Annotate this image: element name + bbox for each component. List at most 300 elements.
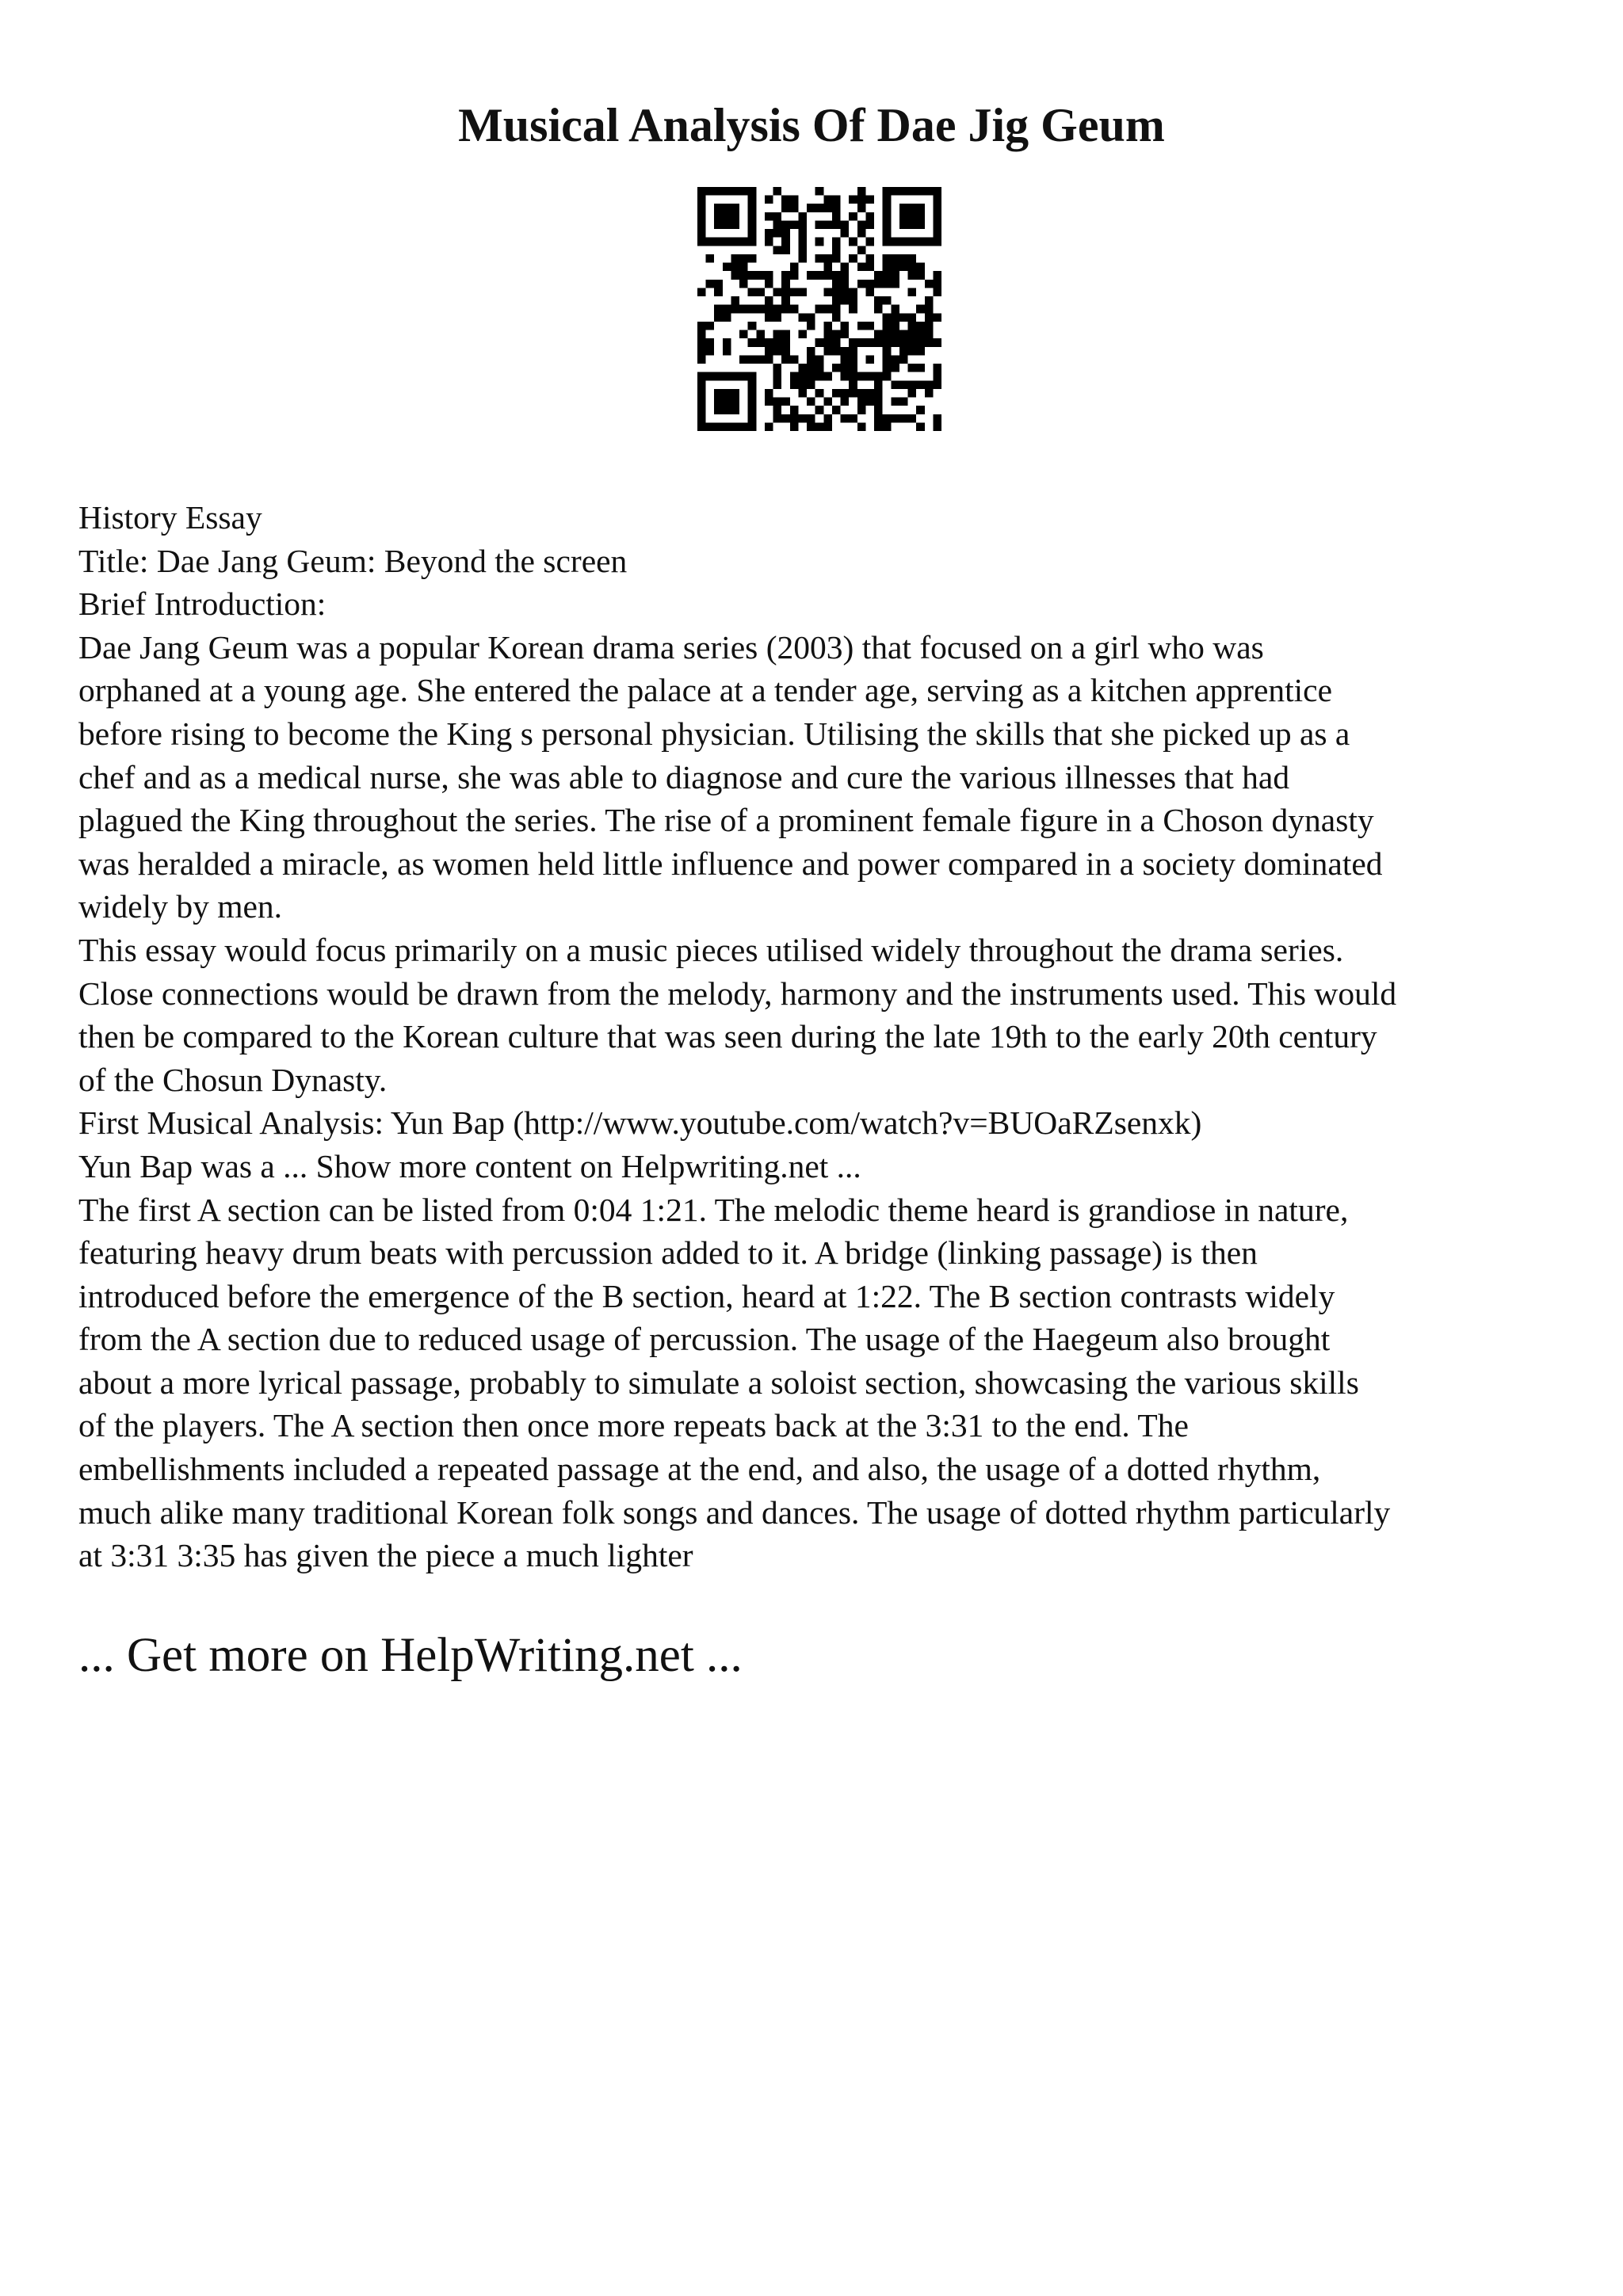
qr-module bbox=[790, 288, 799, 296]
qr-module bbox=[807, 414, 815, 423]
qr-module bbox=[815, 372, 824, 381]
qr-module bbox=[874, 296, 883, 305]
qr-module bbox=[883, 313, 892, 322]
qr-module bbox=[899, 187, 908, 196]
qr-module bbox=[756, 305, 765, 314]
qr-module bbox=[841, 220, 850, 229]
qr-module bbox=[908, 288, 917, 296]
qr-module bbox=[899, 238, 908, 246]
text-line: Brief Introduction: bbox=[78, 585, 327, 623]
qr-module bbox=[908, 364, 917, 372]
qr-module bbox=[781, 296, 790, 305]
qr-module bbox=[823, 414, 832, 423]
qr-module bbox=[790, 263, 799, 272]
qr-module bbox=[891, 305, 899, 314]
qr-module bbox=[748, 322, 757, 330]
qr-module bbox=[933, 187, 941, 196]
qr-module bbox=[849, 305, 857, 314]
qr-module bbox=[739, 254, 748, 263]
qr-module bbox=[723, 305, 731, 314]
qr-module bbox=[925, 389, 934, 398]
qr-module bbox=[933, 372, 941, 381]
qr-module bbox=[815, 338, 824, 347]
text-line: about a more lyrical passage, probably to simulate a soloist section, showcasing the various skills bbox=[78, 1363, 1359, 1401]
qr-module bbox=[748, 196, 757, 204]
qr-module bbox=[933, 288, 941, 296]
qr-module bbox=[807, 322, 815, 330]
qr-module bbox=[697, 406, 706, 414]
qr-module bbox=[773, 246, 782, 254]
qr-module bbox=[916, 380, 925, 389]
qr-module bbox=[697, 380, 706, 389]
qr-module bbox=[874, 330, 883, 339]
qr-module bbox=[706, 372, 715, 381]
qr-module bbox=[807, 422, 815, 431]
text-line: featuring heavy drum beats with percussion added to it. A bridge (linking passage) is then bbox=[78, 1234, 1258, 1272]
qr-module bbox=[849, 347, 857, 356]
qr-module bbox=[883, 338, 892, 347]
qr-module bbox=[891, 313, 899, 322]
qr-module bbox=[790, 271, 799, 280]
qr-module bbox=[815, 422, 824, 431]
qr-module bbox=[883, 212, 892, 221]
qr-module bbox=[765, 271, 773, 280]
qr-module bbox=[748, 229, 757, 238]
qr-module bbox=[714, 280, 723, 288]
qr-module bbox=[933, 196, 941, 204]
qr-module bbox=[748, 204, 757, 212]
qr-module bbox=[849, 238, 857, 246]
qr-module bbox=[723, 389, 731, 398]
qr-module bbox=[731, 187, 739, 196]
text-line: from the A section due to reduced usage of percussion. The usage of the Haegeum also brought bbox=[78, 1321, 1331, 1358]
qr-module bbox=[849, 380, 857, 389]
qr-module bbox=[723, 238, 731, 246]
qr-module bbox=[874, 380, 883, 389]
qr-module bbox=[908, 380, 917, 389]
qr-module bbox=[891, 271, 899, 280]
qr-module bbox=[706, 422, 715, 431]
qr-module bbox=[815, 238, 824, 246]
qr-module bbox=[908, 204, 917, 212]
qr-module bbox=[756, 338, 765, 347]
qr-module bbox=[832, 254, 841, 263]
qr-module bbox=[823, 271, 832, 280]
qr-module bbox=[841, 389, 850, 398]
qr-module bbox=[891, 414, 899, 423]
qr-module bbox=[925, 322, 934, 330]
qr-module bbox=[765, 196, 773, 204]
qr-module bbox=[731, 263, 739, 272]
qr-module bbox=[865, 280, 874, 288]
qr-module bbox=[815, 389, 824, 398]
qr-module bbox=[874, 372, 883, 381]
qr-module bbox=[798, 313, 807, 322]
qr-module bbox=[823, 288, 832, 296]
qr-module bbox=[790, 372, 799, 381]
qr-module bbox=[883, 204, 892, 212]
qr-module bbox=[857, 280, 866, 288]
qr-module bbox=[899, 414, 908, 423]
qr-module bbox=[697, 196, 706, 204]
qr-module bbox=[883, 330, 892, 339]
qr-module bbox=[714, 305, 723, 314]
qr-module bbox=[815, 187, 824, 196]
qr-module bbox=[723, 347, 731, 356]
qr-module bbox=[815, 406, 824, 414]
qr-module bbox=[790, 204, 799, 212]
qr-module bbox=[933, 414, 941, 423]
qr-module bbox=[857, 204, 866, 212]
qr-module bbox=[798, 229, 807, 238]
qr-module bbox=[891, 380, 899, 389]
qr-module bbox=[883, 229, 892, 238]
qr-module bbox=[874, 389, 883, 398]
qr-module bbox=[765, 422, 773, 431]
qr-module bbox=[714, 212, 723, 221]
text-line: First Musical Analysis: Yun Bap (http://www.youtube.com/watch?v=BUOaRZsenxk) bbox=[78, 1104, 1202, 1142]
qr-module bbox=[807, 355, 815, 364]
qr-module bbox=[697, 338, 706, 347]
qr-module bbox=[748, 288, 757, 296]
qr-module bbox=[773, 372, 782, 381]
qr-module bbox=[823, 330, 832, 339]
qr-module bbox=[807, 398, 815, 406]
qr-module bbox=[832, 196, 841, 204]
qr-module bbox=[773, 212, 782, 221]
qr-module bbox=[723, 212, 731, 221]
qr-module bbox=[841, 296, 850, 305]
qr-module bbox=[883, 347, 892, 356]
qr-module bbox=[899, 398, 908, 406]
qr-module bbox=[865, 263, 874, 272]
qr-module bbox=[899, 263, 908, 272]
qr-module bbox=[773, 347, 782, 356]
qr-module bbox=[916, 212, 925, 221]
qr-module bbox=[891, 322, 899, 330]
qr-module bbox=[849, 414, 857, 423]
qr-module bbox=[706, 254, 715, 263]
qr-module bbox=[832, 330, 841, 339]
qr-module bbox=[773, 364, 782, 372]
qr-module bbox=[916, 204, 925, 212]
qr-module bbox=[933, 204, 941, 212]
qr-module bbox=[899, 355, 908, 364]
qr-module bbox=[706, 338, 715, 347]
qr-module bbox=[781, 355, 790, 364]
qr-module bbox=[748, 305, 757, 314]
qr-module bbox=[823, 322, 832, 330]
qr-module bbox=[798, 254, 807, 263]
qr-module bbox=[748, 338, 757, 347]
qr-module bbox=[697, 389, 706, 398]
qr-module bbox=[790, 380, 799, 389]
qr-module bbox=[865, 389, 874, 398]
qr-module bbox=[790, 196, 799, 204]
qr-module bbox=[908, 212, 917, 221]
qr-code[interactable] bbox=[697, 187, 941, 431]
qr-module bbox=[765, 296, 773, 305]
qr-module bbox=[765, 229, 773, 238]
qr-module bbox=[773, 229, 782, 238]
qr-module bbox=[916, 364, 925, 372]
qr-module bbox=[841, 372, 850, 381]
qr-module bbox=[823, 263, 832, 272]
qr-module bbox=[723, 187, 731, 196]
qr-module bbox=[823, 204, 832, 212]
qr-module bbox=[908, 389, 917, 398]
qr-module bbox=[781, 338, 790, 347]
qr-module bbox=[823, 305, 832, 314]
qr-module bbox=[748, 212, 757, 221]
qr-module bbox=[798, 220, 807, 229]
qr-module bbox=[773, 338, 782, 347]
qr-module bbox=[891, 254, 899, 263]
qr-module bbox=[697, 398, 706, 406]
qr-module bbox=[731, 204, 739, 212]
qr-module bbox=[714, 398, 723, 406]
qr-module bbox=[748, 389, 757, 398]
qr-module bbox=[832, 204, 841, 212]
qr-module bbox=[731, 296, 739, 305]
text-line: widely by men. bbox=[78, 888, 283, 925]
qr-module bbox=[883, 220, 892, 229]
qr-module bbox=[857, 422, 866, 431]
qr-module bbox=[865, 220, 874, 229]
qr-module bbox=[849, 364, 857, 372]
get-more-link[interactable]: ... Get more on HelpWriting.net ... bbox=[78, 1629, 743, 1682]
qr-module bbox=[933, 380, 941, 389]
qr-module bbox=[807, 313, 815, 322]
qr-module bbox=[883, 414, 892, 423]
qr-module bbox=[807, 364, 815, 372]
qr-module bbox=[739, 355, 748, 364]
qr-module bbox=[781, 229, 790, 238]
qr-module bbox=[748, 254, 757, 263]
qr-module bbox=[857, 372, 866, 381]
qr-module bbox=[697, 220, 706, 229]
qr-module bbox=[756, 355, 765, 364]
text-line: plagued the King throughout the series. The rise of a prominent female figure in a Choson dynasty bbox=[78, 802, 1374, 839]
qr-module bbox=[798, 246, 807, 254]
qr-module bbox=[748, 355, 757, 364]
qr-module bbox=[706, 187, 715, 196]
qr-module bbox=[731, 406, 739, 414]
qr-module bbox=[883, 280, 892, 288]
qr-module bbox=[883, 355, 892, 364]
qr-module bbox=[832, 271, 841, 280]
qr-module bbox=[916, 238, 925, 246]
qr-module bbox=[857, 246, 866, 254]
qr-module bbox=[925, 238, 934, 246]
qr-module bbox=[714, 389, 723, 398]
qr-module bbox=[739, 238, 748, 246]
qr-module bbox=[832, 364, 841, 372]
qr-module bbox=[798, 380, 807, 389]
qr-module bbox=[773, 380, 782, 389]
qr-module bbox=[723, 313, 731, 322]
qr-module bbox=[891, 263, 899, 272]
qr-module bbox=[832, 220, 841, 229]
qr-module bbox=[832, 280, 841, 288]
qr-module bbox=[841, 347, 850, 356]
qr-module bbox=[731, 212, 739, 221]
qr-module bbox=[706, 280, 715, 288]
qr-module bbox=[841, 271, 850, 280]
qr-module bbox=[773, 220, 782, 229]
qr-module bbox=[832, 212, 841, 221]
qr-module bbox=[697, 372, 706, 381]
qr-module bbox=[781, 220, 790, 229]
qr-module bbox=[865, 398, 874, 406]
qr-module bbox=[714, 313, 723, 322]
qr-module bbox=[723, 372, 731, 381]
qr-module bbox=[908, 330, 917, 339]
qr-module bbox=[765, 398, 773, 406]
qr-module bbox=[908, 263, 917, 272]
qr-module bbox=[781, 196, 790, 204]
qr-module bbox=[807, 204, 815, 212]
qr-module bbox=[781, 246, 790, 254]
qr-module bbox=[697, 347, 706, 356]
qr-module bbox=[790, 422, 799, 431]
qr-module bbox=[748, 398, 757, 406]
text-line: much alike many traditional Korean folk songs and dances. The usage of dotted rhythm particularly bbox=[78, 1493, 1391, 1531]
qr-module bbox=[823, 372, 832, 381]
qr-module bbox=[865, 238, 874, 246]
qr-module bbox=[798, 364, 807, 372]
qr-module bbox=[773, 288, 782, 296]
qr-module bbox=[781, 288, 790, 296]
qr-module bbox=[841, 280, 850, 288]
qr-module bbox=[731, 238, 739, 246]
qr-module bbox=[790, 305, 799, 314]
qr-module bbox=[823, 338, 832, 347]
qr-module bbox=[697, 238, 706, 246]
qr-module bbox=[798, 288, 807, 296]
qr-module bbox=[807, 372, 815, 381]
qr-module bbox=[807, 271, 815, 280]
qr-module bbox=[841, 355, 850, 364]
qr-module bbox=[899, 347, 908, 356]
qr-module bbox=[697, 330, 706, 339]
qr-module bbox=[849, 296, 857, 305]
qr-module bbox=[908, 338, 917, 347]
qr-module bbox=[765, 238, 773, 246]
qr-module bbox=[874, 280, 883, 288]
qr-module bbox=[823, 398, 832, 406]
qr-module bbox=[781, 398, 790, 406]
qr-module bbox=[857, 229, 866, 238]
qr-module bbox=[891, 280, 899, 288]
qr-module bbox=[731, 305, 739, 314]
qr-module bbox=[832, 389, 841, 398]
qr-module bbox=[714, 220, 723, 229]
qr-module bbox=[857, 406, 866, 414]
qr-module bbox=[765, 280, 773, 288]
qr-module bbox=[891, 398, 899, 406]
qr-module bbox=[908, 187, 917, 196]
text-line: Dae Jang Geum was a popular Korean drama series (2003) that focused on a girl who was bbox=[78, 628, 1264, 666]
text-line: orphaned at a young age. She entered the palace at a tender age, serving as a kitchen apprentice bbox=[78, 672, 1333, 709]
qr-module bbox=[933, 238, 941, 246]
qr-module bbox=[748, 372, 757, 381]
qr-module bbox=[857, 263, 866, 272]
qr-module bbox=[807, 347, 815, 356]
qr-module bbox=[865, 196, 874, 204]
qr-module bbox=[748, 187, 757, 196]
qr-module bbox=[857, 322, 866, 330]
qr-module bbox=[933, 280, 941, 288]
qr-module bbox=[849, 196, 857, 204]
qr-module bbox=[857, 338, 866, 347]
qr-module bbox=[841, 330, 850, 339]
qr-module bbox=[781, 271, 790, 280]
qr-module bbox=[823, 254, 832, 263]
qr-module bbox=[790, 414, 799, 423]
qr-module bbox=[916, 271, 925, 280]
qr-module bbox=[739, 422, 748, 431]
qr-module bbox=[773, 406, 782, 414]
qr-module bbox=[832, 406, 841, 414]
qr-module bbox=[773, 313, 782, 322]
qr-module bbox=[916, 338, 925, 347]
qr-module bbox=[933, 364, 941, 372]
qr-module bbox=[815, 254, 824, 263]
qr-module bbox=[865, 322, 874, 330]
qr-module bbox=[765, 313, 773, 322]
qr-module bbox=[697, 422, 706, 431]
qr-module bbox=[925, 338, 934, 347]
qr-module bbox=[781, 280, 790, 288]
text-line: before rising to become the King s personal physician. Utilising the skills that she picked up as a bbox=[78, 715, 1350, 752]
qr-module bbox=[714, 422, 723, 431]
qr-module bbox=[706, 322, 715, 330]
qr-module bbox=[790, 220, 799, 229]
qr-module bbox=[832, 246, 841, 254]
qr-module bbox=[748, 414, 757, 423]
qr-module bbox=[865, 372, 874, 381]
qr-module bbox=[781, 238, 790, 246]
qr-module bbox=[883, 271, 892, 280]
text-line: This essay would focus primarily on a music pieces utilised widely throughout the drama series. bbox=[78, 931, 1344, 968]
qr-module bbox=[857, 196, 866, 204]
qr-module bbox=[908, 313, 917, 322]
qr-module bbox=[773, 330, 782, 339]
qr-module bbox=[697, 288, 706, 296]
qr-module bbox=[925, 330, 934, 339]
text-line: of the Chosun Dynasty. bbox=[78, 1061, 388, 1098]
qr-module bbox=[765, 338, 773, 347]
qr-module bbox=[731, 389, 739, 398]
qr-module bbox=[739, 187, 748, 196]
qr-module bbox=[908, 271, 917, 280]
qr-module bbox=[815, 271, 824, 280]
qr-module bbox=[731, 372, 739, 381]
qr-module bbox=[849, 288, 857, 296]
qr-module bbox=[773, 398, 782, 406]
qr-module bbox=[723, 204, 731, 212]
qr-module bbox=[781, 305, 790, 314]
qr-module bbox=[899, 338, 908, 347]
qr-module bbox=[756, 288, 765, 296]
qr-module bbox=[841, 364, 850, 372]
qr-module bbox=[798, 330, 807, 339]
qr-module bbox=[773, 305, 782, 314]
qr-module bbox=[916, 347, 925, 356]
qr-module bbox=[874, 305, 883, 314]
text-line: embellishments included a repeated passage at the end, and also, the usage of a dotted rhythm, bbox=[78, 1451, 1321, 1488]
